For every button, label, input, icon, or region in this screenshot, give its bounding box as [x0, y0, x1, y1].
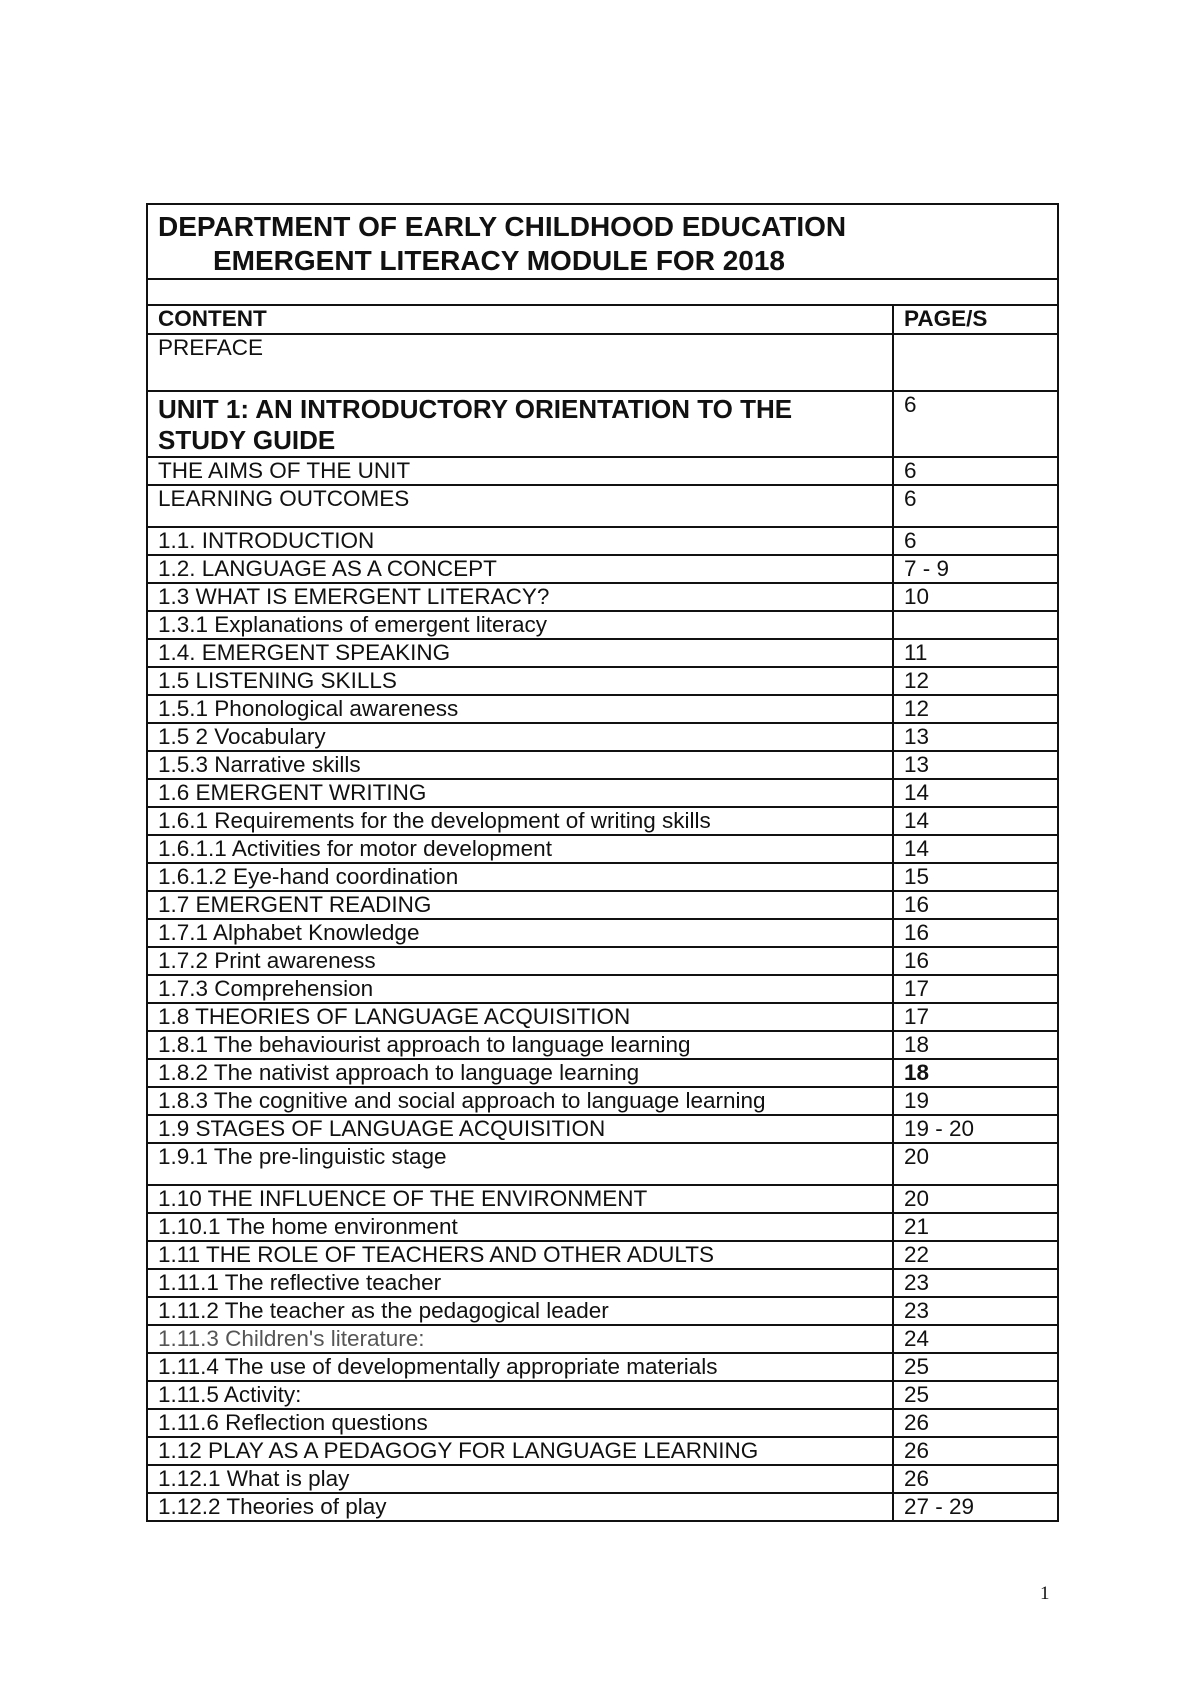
table-row [147, 1493, 1058, 1521]
row-pages: 16 [893, 919, 1058, 947]
row-pages: 24 [893, 1325, 1058, 1353]
table-row [147, 751, 1058, 779]
row-pages: 20 [893, 1185, 1058, 1213]
row-content: 1.8 THEORIES OF LANGUAGE ACQUISITION [147, 1003, 893, 1031]
row-pages: 14 [893, 807, 1058, 835]
row-content: 1.4. EMERGENT SPEAKING [147, 639, 893, 667]
table-row [147, 1325, 1058, 1353]
row-pages: 23 [893, 1269, 1058, 1297]
table-row [147, 779, 1058, 807]
row-pages: 19 [893, 1087, 1058, 1115]
row-pages: 21 [893, 1213, 1058, 1241]
row-content: 1.1. INTRODUCTION [147, 527, 893, 555]
table-row [147, 1269, 1058, 1297]
table-row [147, 807, 1058, 835]
table-row [147, 695, 1058, 723]
table-row [147, 1465, 1058, 1493]
row-content: 1.11.6 Reflection questions [147, 1409, 893, 1437]
row-pages: 11 [893, 639, 1058, 667]
row-pages: 6 [893, 527, 1058, 555]
table-row [147, 1087, 1058, 1115]
row-pages: 14 [893, 779, 1058, 807]
row-content: THE AIMS OF THE UNIT [147, 457, 893, 485]
row-pages: 25 [893, 1353, 1058, 1381]
row-content: 1.11 THE ROLE OF TEACHERS AND OTHER ADULTS [147, 1241, 893, 1269]
row-pages: 14 [893, 835, 1058, 863]
table-row [147, 1143, 1058, 1185]
unit-title: UNIT 1: AN INTRODUCTORY ORIENTATION TO THE STUDY GUIDE [147, 391, 893, 457]
title-row [147, 204, 1058, 279]
table-row [147, 863, 1058, 891]
row-content: 1.6.1.1 Activities for motor development [147, 835, 893, 863]
row-pages: 17 [893, 1003, 1058, 1031]
table-row [147, 527, 1058, 555]
row-content: 1.12.2 Theories of play [147, 1493, 893, 1521]
row-content: 1.8.1 The behaviourist approach to language learning [147, 1031, 893, 1059]
preface-row [147, 334, 1058, 391]
row-content: 1.11.1 The reflective teacher [147, 1269, 893, 1297]
row-content: LEARNING OUTCOMES [147, 485, 893, 527]
header-content: CONTENT [147, 305, 893, 334]
table-row [147, 1241, 1058, 1269]
row-content: 1.11.3 Children's literature: [147, 1325, 893, 1353]
row-content: 1.11.4 The use of developmentally appropriate materials [147, 1353, 893, 1381]
row-pages: 13 [893, 751, 1058, 779]
table-row [147, 723, 1058, 751]
table-row [147, 891, 1058, 919]
unit-row [147, 391, 1058, 457]
row-pages: 6 [893, 485, 1058, 527]
row-pages: 17 [893, 975, 1058, 1003]
row-pages: 23 [893, 1297, 1058, 1325]
table-row [147, 1185, 1058, 1213]
row-pages: 26 [893, 1409, 1058, 1437]
table-row [147, 1381, 1058, 1409]
document-title [147, 204, 1058, 279]
row-content: 1.2. LANGUAGE AS A CONCEPT [147, 555, 893, 583]
row-content: 1.8.3 The cognitive and social approach to language learning [147, 1087, 893, 1115]
row-content: 1.9.1 The pre-linguistic stage [147, 1143, 893, 1185]
row-pages: 16 [893, 891, 1058, 919]
table-row [147, 667, 1058, 695]
page-number: 1 [1040, 1583, 1050, 1604]
row-content: 1.12.1 What is play [147, 1465, 893, 1493]
row-content: 1.11.5 Activity: [147, 1381, 893, 1409]
blank-row [147, 279, 1058, 305]
row-pages: 26 [893, 1465, 1058, 1493]
row-content: 1.5 LISTENING SKILLS [147, 667, 893, 695]
row-content: 1.9 STAGES OF LANGUAGE ACQUISITION [147, 1115, 893, 1143]
row-pages: 12 [893, 695, 1058, 723]
table-row [147, 919, 1058, 947]
row-content: 1.5.1 Phonological awareness [147, 695, 893, 723]
row-pages: 25 [893, 1381, 1058, 1409]
row-pages: 19 - 20 [893, 1115, 1058, 1143]
table-row [147, 1213, 1058, 1241]
preface-pages [893, 334, 1058, 391]
row-pages: 16 [893, 947, 1058, 975]
row-content: 1.5 2 Vocabulary [147, 723, 893, 751]
row-pages: 15 [893, 863, 1058, 891]
row-content: 1.3.1 Explanations of emergent literacy [147, 611, 893, 639]
table-row [147, 1003, 1058, 1031]
row-content: 1.11.2 The teacher as the pedagogical leader [147, 1297, 893, 1325]
row-content: 1.10.1 The home environment [147, 1213, 893, 1241]
title-line-2: EMERGENT LITERACY MODULE FOR 2018 [213, 245, 786, 276]
row-pages: 27 - 29 [893, 1493, 1058, 1521]
row-pages: 13 [893, 723, 1058, 751]
row-pages: 7 - 9 [893, 555, 1058, 583]
table-row [147, 1115, 1058, 1143]
table-row [147, 1059, 1058, 1087]
header-row [147, 305, 1058, 334]
row-pages: 20 [893, 1143, 1058, 1185]
table-row [147, 1437, 1058, 1465]
row-content: 1.7.1 Alphabet Knowledge [147, 919, 893, 947]
row-pages: 12 [893, 667, 1058, 695]
table-row [147, 639, 1058, 667]
title-line-1: DEPARTMENT OF EARLY CHILDHOOD EDUCATION [158, 211, 847, 242]
table-row [147, 485, 1058, 527]
table-row [147, 975, 1058, 1003]
blank-cell [147, 279, 1058, 305]
table-row [147, 611, 1058, 639]
table-row [147, 1031, 1058, 1059]
row-pages: 18 [893, 1059, 1058, 1087]
table-of-contents [146, 203, 1059, 1522]
row-content: 1.7.2 Print awareness [147, 947, 893, 975]
table-row [147, 583, 1058, 611]
row-pages: 10 [893, 583, 1058, 611]
row-content: 1.6.1 Requirements for the development of writing skills [147, 807, 893, 835]
row-content: 1.10 THE INFLUENCE OF THE ENVIRONMENT [147, 1185, 893, 1213]
table-row [147, 1297, 1058, 1325]
row-pages: 18 [893, 1031, 1058, 1059]
unit-pages: 6 [893, 391, 1058, 457]
table-row [147, 1409, 1058, 1437]
row-content: 1.8.2 The nativist approach to language learning [147, 1059, 893, 1087]
table-row [147, 947, 1058, 975]
row-content: 1.5.3 Narrative skills [147, 751, 893, 779]
row-pages: 6 [893, 457, 1058, 485]
row-pages: 22 [893, 1241, 1058, 1269]
table-row [147, 555, 1058, 583]
header-pages: PAGE/S [893, 305, 1058, 334]
row-content: 1.7.3 Comprehension [147, 975, 893, 1003]
row-content: 1.6 EMERGENT WRITING [147, 779, 893, 807]
row-content: 1.6.1.2 Eye-hand coordination [147, 863, 893, 891]
table-row [147, 835, 1058, 863]
row-content: 1.7 EMERGENT READING [147, 891, 893, 919]
table-row [147, 457, 1058, 485]
row-pages: 26 [893, 1437, 1058, 1465]
preface-label: PREFACE [147, 334, 893, 391]
table-row [147, 1353, 1058, 1381]
row-pages [893, 611, 1058, 639]
row-content: 1.3 WHAT IS EMERGENT LITERACY? [147, 583, 893, 611]
row-content: 1.12 PLAY AS A PEDAGOGY FOR LANGUAGE LEARNING [147, 1437, 893, 1465]
